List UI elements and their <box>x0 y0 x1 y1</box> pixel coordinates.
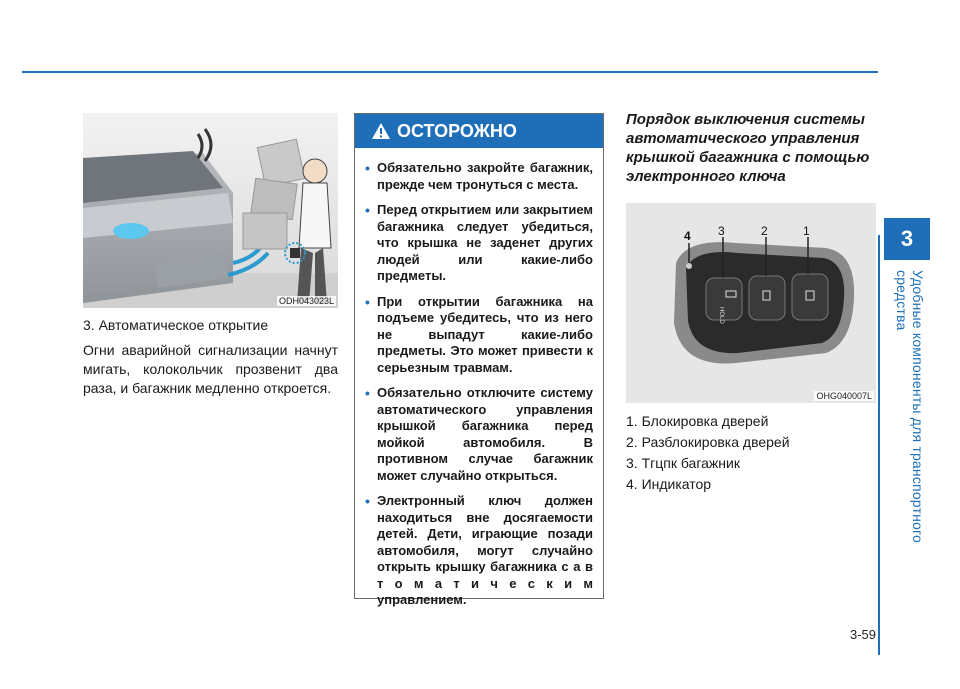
smart-key-drawing <box>626 203 876 403</box>
warning-triangle-icon <box>371 122 391 140</box>
callout-4: 4 <box>684 229 691 243</box>
figure-code: ODH043023L <box>278 296 334 306</box>
figure-code: OHG040007L <box>816 391 872 401</box>
callout-3: 3 <box>718 224 725 238</box>
caption-body: Огни аварийной сигнализации начнут мигать, колокольчик прозвенит два раза, и багажник медленно откроется. <box>83 342 338 396</box>
callout-2: 2 <box>761 224 768 238</box>
warning-header <box>355 114 603 148</box>
legend-item: 3. Тгцпк багажник <box>626 455 740 471</box>
smart-key-illustration <box>626 203 876 403</box>
section-title: Порядок выключения системы автоматического управления крышкой багажника с помощью электронного ключа <box>626 111 870 185</box>
legend-item: 1. Блокировка дверей <box>626 413 769 429</box>
car-trunk-drawing <box>83 113 338 308</box>
legend-item: 2. Разблокировка дверей <box>626 434 790 450</box>
trunk-opening-illustration <box>83 113 338 308</box>
warning-box <box>354 113 604 607</box>
warning-title: ОСТОРОЖНО <box>397 120 517 141</box>
warning-item: • Перед открытием или закрытием багажника следует убедиться, что крышка не заденет других людей или какие-либо предметы. <box>365 202 593 285</box>
chapter-tab: 3 <box>884 218 930 260</box>
page-number: 3-59 <box>849 627 876 642</box>
figure1-caption <box>83 316 338 404</box>
warning-item: • При открытии багажника на подъеме убедитесь, что из него не выпадут какие-либо предметы. Это может привести к серьезным травмам. <box>365 294 593 377</box>
hold-label: HOLD <box>718 307 724 324</box>
warning-item: • Обязательно закройте багажник, прежде чем тронуться с места. <box>365 160 593 193</box>
warning-item: • Обязательно отключите систему автоматического управления крышкой багажника перед мойкой автомобиля. В противном случае багажник может случайно открыться. <box>365 385 593 484</box>
sidebar-rule <box>878 235 880 655</box>
warning-list <box>355 148 603 609</box>
callout-1: 1 <box>803 224 810 238</box>
key-legend <box>626 411 876 495</box>
warning-item: • Электронный ключ должен находиться вне досягаемости детей. Дети, играющие позади автомобиля, могут случайно открыть крышку багажника с а в т о м а т и ч е с к и м управлением. <box>365 493 593 609</box>
header-rule <box>22 71 878 73</box>
legend-item: 4. Индикатор <box>626 476 712 492</box>
caption-title: 3. Автоматическое открытие <box>83 317 269 333</box>
chapter-title: Удобные компоненты для транспортного средства <box>894 270 926 544</box>
